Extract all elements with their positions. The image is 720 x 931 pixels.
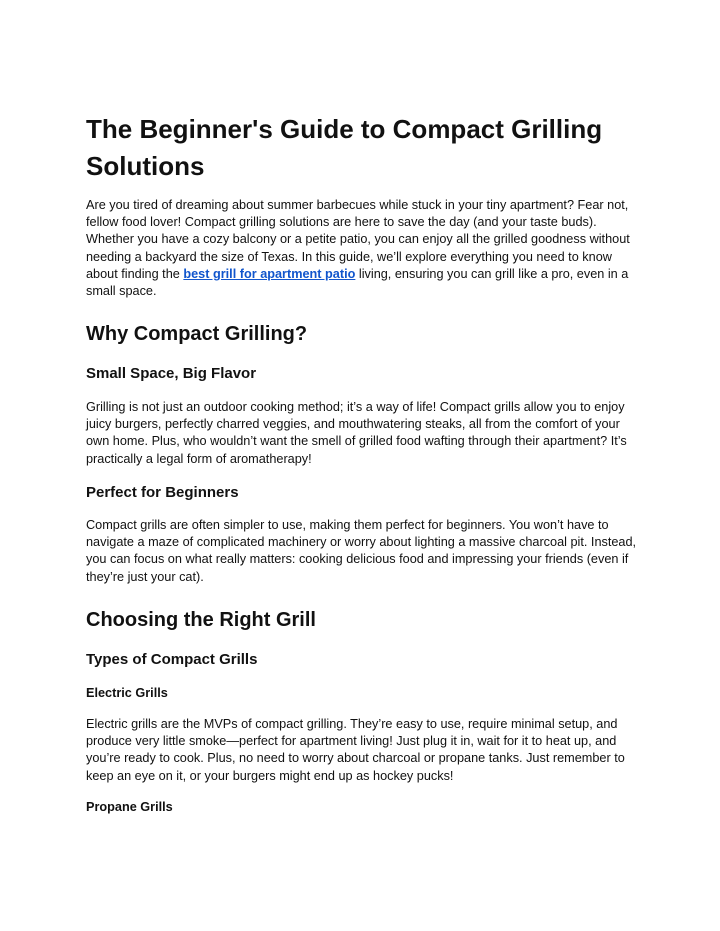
subheading-electric-grills: Electric Grills — [86, 686, 168, 700]
subheading-propane-grills: Propane Grills — [86, 800, 173, 814]
subheading-beginners: Perfect for Beginners — [86, 484, 239, 501]
paragraph-beginners: Compact grills are often simpler to use, making them perfect for beginners. You won’t have to navigate a maze of complicated machinery or worry about lighting a massive charcoal pit. Instead, you can focus on what really matters: cooking delicious food and impressing your friends (even if they’re just your cat). — [86, 518, 637, 584]
intro-text-after-link: living, ensuring you can grill like a pro, even in a small space. — [86, 266, 629, 299]
section-heading-choosing: Choosing the Right Grill — [86, 609, 316, 631]
intro-text-before-link: Are you tired of dreaming about summer barbecues while stuck in your tiny apartment? Fear not, fellow food lover! Compact grilling solutions are here to save the day (and your taste buds). Whether you have a cozy balcony or a petite patio, you can enjoy all the grilled goodness without needing a backyard the size of Texas. In this guide, we’ll explore everything you need to know about finding the — [86, 198, 630, 281]
subheading-types: Types of Compact Grills — [86, 651, 258, 668]
intro-paragraph — [86, 197, 638, 300]
section-heading-why: Why Compact Grilling? — [86, 323, 308, 345]
best-grill-link[interactable]: best grill for apartment patio — [183, 266, 356, 281]
paragraph-electric-grills: Electric grills are the MVPs of compact grilling. They’re easy to use, require minimal setup, and produce very little smoke—perfect for apartment living! Just plug it in, wait for it to heat up, and you’re ready to cook. Plus, no need to worry about charcoal or propane tanks. Just remember to keep an eye on it, or your burgers might end up as hockey pucks! — [86, 717, 625, 783]
page-title: The Beginner's Guide to Compact Grilling Solutions — [86, 114, 603, 181]
subheading-small-space: Small Space, Big Flavor — [86, 365, 257, 382]
paragraph-small-space: Grilling is not just an outdoor cooking method; it’s a way of life! Compact grills allow you to enjoy juicy burgers, perfectly charred veggies, and mouthwatering steaks, all from the comfort of your own home. Plus, who wouldn’t want the smell of grilled food wafting through their apartment? It’s practically a legal form of aromatherapy! — [86, 400, 627, 466]
